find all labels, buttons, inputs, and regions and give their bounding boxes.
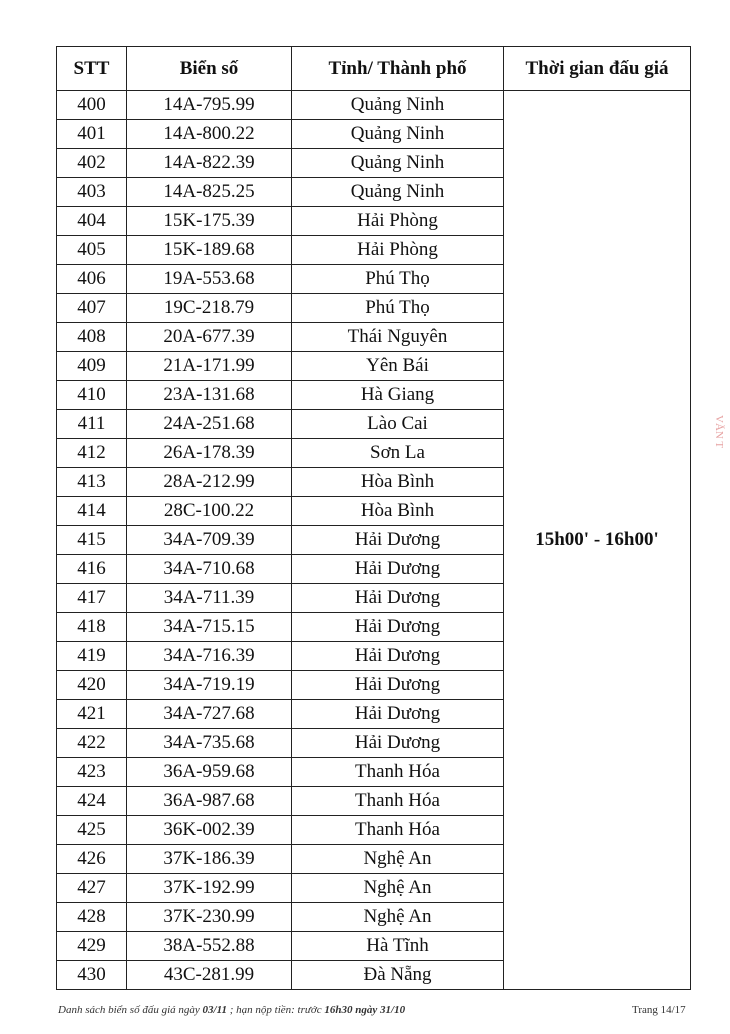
cell-plate-number: 15K-175.39 [127,207,292,236]
cell-stt: 414 [57,497,127,526]
cell-stt: 427 [57,874,127,903]
table-header-row [57,47,691,91]
cell-province: Hải Phòng [292,236,504,265]
cell-plate-number: 36A-987.68 [127,787,292,816]
cell-plate-number: 15K-189.68 [127,236,292,265]
cell-plate-number: 34A-719.19 [127,671,292,700]
cell-plate-number: 28A-212.99 [127,468,292,497]
footer-note [58,1004,405,1016]
cell-stt: 403 [57,178,127,207]
cell-stt: 426 [57,845,127,874]
cell-plate-number: 34A-709.39 [127,526,292,555]
cell-plate-number: 37K-192.99 [127,874,292,903]
page-number: Trang 14/17 [632,1004,686,1016]
cell-province: Nghệ An [292,874,504,903]
cell-stt: 416 [57,555,127,584]
cell-stt: 430 [57,961,127,990]
cell-stt: 428 [57,903,127,932]
cell-plate-number: 19C-218.79 [127,294,292,323]
cell-plate-number: 14A-800.22 [127,120,292,149]
cell-province: Hải Dương [292,555,504,584]
cell-stt: 421 [57,700,127,729]
cell-province: Hải Dương [292,584,504,613]
header-auction-time: Thời gian đấu giá [504,47,691,91]
table-body [57,91,691,990]
cell-province: Đà Nẵng [292,961,504,990]
cell-plate-number: 34A-727.68 [127,700,292,729]
cell-stt: 413 [57,468,127,497]
cell-plate-number: 20A-677.39 [127,323,292,352]
cell-plate-number: 37K-230.99 [127,903,292,932]
cell-province: Hải Dương [292,671,504,700]
cell-plate-number: 24A-251.68 [127,410,292,439]
cell-plate-number: 14A-825.25 [127,178,292,207]
cell-plate-number: 28C-100.22 [127,497,292,526]
cell-stt: 405 [57,236,127,265]
cell-plate-number: 43C-281.99 [127,961,292,990]
cell-stt: 404 [57,207,127,236]
cell-province: Thanh Hóa [292,816,504,845]
cell-province: Sơn La [292,439,504,468]
cell-stt: 417 [57,584,127,613]
cell-province: Hải Phòng [292,207,504,236]
cell-province: Hà Giang [292,381,504,410]
cell-stt: 400 [57,91,127,120]
cell-plate-number: 14A-822.39 [127,149,292,178]
table-row [57,91,691,120]
cell-plate-number: 14A-795.99 [127,91,292,120]
cell-stt: 422 [57,729,127,758]
cell-stt: 425 [57,816,127,845]
cell-plate-number: 36K-002.39 [127,816,292,845]
cell-province: Thái Nguyên [292,323,504,352]
cell-stt: 429 [57,932,127,961]
cell-province: Nghệ An [292,845,504,874]
cell-province: Phú Thọ [292,265,504,294]
cell-stt: 423 [57,758,127,787]
cell-stt: 408 [57,323,127,352]
cell-stt: 420 [57,671,127,700]
cell-plate-number: 34A-735.68 [127,729,292,758]
cell-plate-number: 26A-178.39 [127,439,292,468]
cell-stt: 415 [57,526,127,555]
cell-province: Phú Thọ [292,294,504,323]
cell-plate-number: 36A-959.68 [127,758,292,787]
cell-plate-number: 38A-552.88 [127,932,292,961]
cell-stt: 419 [57,642,127,671]
auction-plate-table [56,46,691,990]
cell-province: Thanh Hóa [292,787,504,816]
cell-stt: 407 [57,294,127,323]
cell-stt: 418 [57,613,127,642]
header-plate-number: Biển số [127,47,292,91]
cell-stt: 406 [57,265,127,294]
footer-middle: ; hạn nộp tiền: trước [226,1004,325,1016]
cell-province: Lào Cai [292,410,504,439]
cell-plate-number: 34A-711.39 [127,584,292,613]
cell-province: Hải Dương [292,526,504,555]
cell-stt: 409 [57,352,127,381]
cell-province: Quảng Ninh [292,91,504,120]
cell-province: Hải Dương [292,613,504,642]
cell-stt: 402 [57,149,127,178]
footer-prefix: Danh sách biển số đấu giá ngày [58,1004,203,1016]
cell-province: Yên Bái [292,352,504,381]
cell-province: Hải Dương [292,700,504,729]
cell-plate-number: 34A-716.39 [127,642,292,671]
cell-province: Hà Tĩnh [292,932,504,961]
footer-date: 03/11 [202,1004,227,1016]
cell-province: Thanh Hóa [292,758,504,787]
cell-province: Hòa Bình [292,468,504,497]
header-province: Tỉnh/ Thành phố [292,47,504,91]
cell-province: Hải Dương [292,729,504,758]
footer-deadline: 16h30 ngày 31/10 [324,1004,406,1016]
cell-stt: 411 [57,410,127,439]
red-stamp-mark: VĂN T [713,415,725,449]
cell-stt: 401 [57,120,127,149]
cell-stt: 412 [57,439,127,468]
cell-province: Hải Dương [292,642,504,671]
cell-plate-number: 37K-186.39 [127,845,292,874]
cell-province: Hòa Bình [292,497,504,526]
cell-plate-number: 34A-710.68 [127,555,292,584]
cell-province: Quảng Ninh [292,149,504,178]
cell-stt: 424 [57,787,127,816]
cell-province: Nghệ An [292,903,504,932]
cell-province: Quảng Ninh [292,178,504,207]
cell-plate-number: 23A-131.68 [127,381,292,410]
cell-stt: 410 [57,381,127,410]
cell-auction-time: 15h00' - 16h00' [504,91,691,990]
cell-plate-number: 19A-553.68 [127,265,292,294]
cell-plate-number: 34A-715.15 [127,613,292,642]
cell-plate-number: 21A-171.99 [127,352,292,381]
header-stt: STT [57,47,127,91]
cell-province: Quảng Ninh [292,120,504,149]
